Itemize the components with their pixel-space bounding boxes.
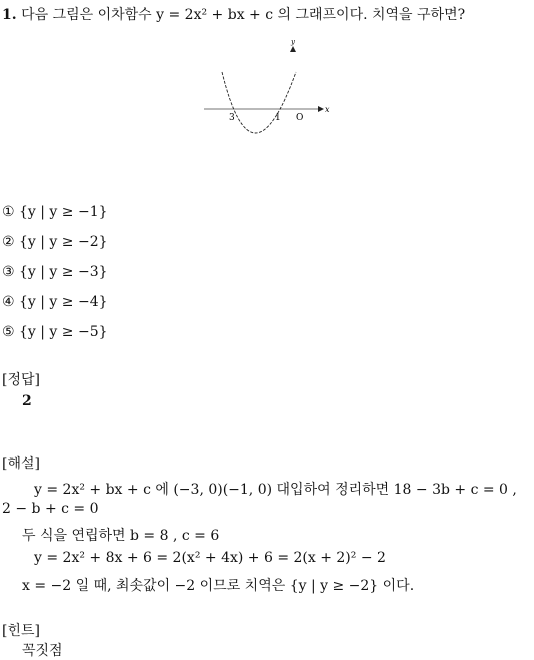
option-1[interactable]: ① {y | y ≥ −1}	[2, 204, 108, 220]
answer-value: 2	[22, 393, 32, 409]
explanation-line-2: 2 − b + c = 0	[2, 501, 99, 517]
origin-label: O	[296, 113, 304, 123]
question-number: 1.	[2, 7, 17, 23]
question-text: 다음 그림은 이차함수 y = 2x² + bx + c 의 그래프이다. 치역을 구하면?	[21, 7, 466, 23]
explanation-line-3: 두 식을 연립하면 b = 8 , c = 6	[22, 528, 220, 544]
option-5[interactable]: ⑤ {y | y ≥ −5}	[2, 324, 108, 340]
parabola-graph	[200, 34, 340, 134]
answer-heading: [정답]	[2, 372, 40, 388]
question-prompt	[2, 4, 465, 24]
explanation-heading: [해설]	[2, 456, 40, 472]
option-4[interactable]: ④ {y | y ≥ −4}	[2, 294, 108, 310]
x-axis-arrow	[318, 106, 324, 112]
hint-text: 꼭짓점	[22, 643, 63, 659]
y-axis-label: y	[291, 38, 295, 46]
explanation-line-1: y = 2x² + bx + c 에 (−3, 0)(−1, 0) 대입하여 정리하면 18 − 3b + c = 0 ,	[34, 482, 517, 498]
x-axis-label: x	[325, 105, 330, 114]
option-2[interactable]: ② {y | y ≥ −2}	[2, 234, 108, 250]
y-axis-arrow	[290, 46, 296, 52]
explanation-line-4: y = 2x² + 8x + 6 = 2(x² + 4x) + 6 = 2(x + 2)² − 2	[34, 550, 386, 566]
explanation-line-5: x = −2 일 때, 최솟값이 −2 이므로 치역은 {y | y ≥ −2} 이다.	[22, 578, 415, 594]
tick-label-right: 1	[275, 113, 281, 123]
option-3[interactable]: ③ {y | y ≥ −3}	[2, 264, 108, 280]
tick-label-left: 3	[229, 113, 235, 123]
hint-heading: [힌트]	[2, 623, 40, 639]
parabola-curve	[222, 72, 296, 133]
